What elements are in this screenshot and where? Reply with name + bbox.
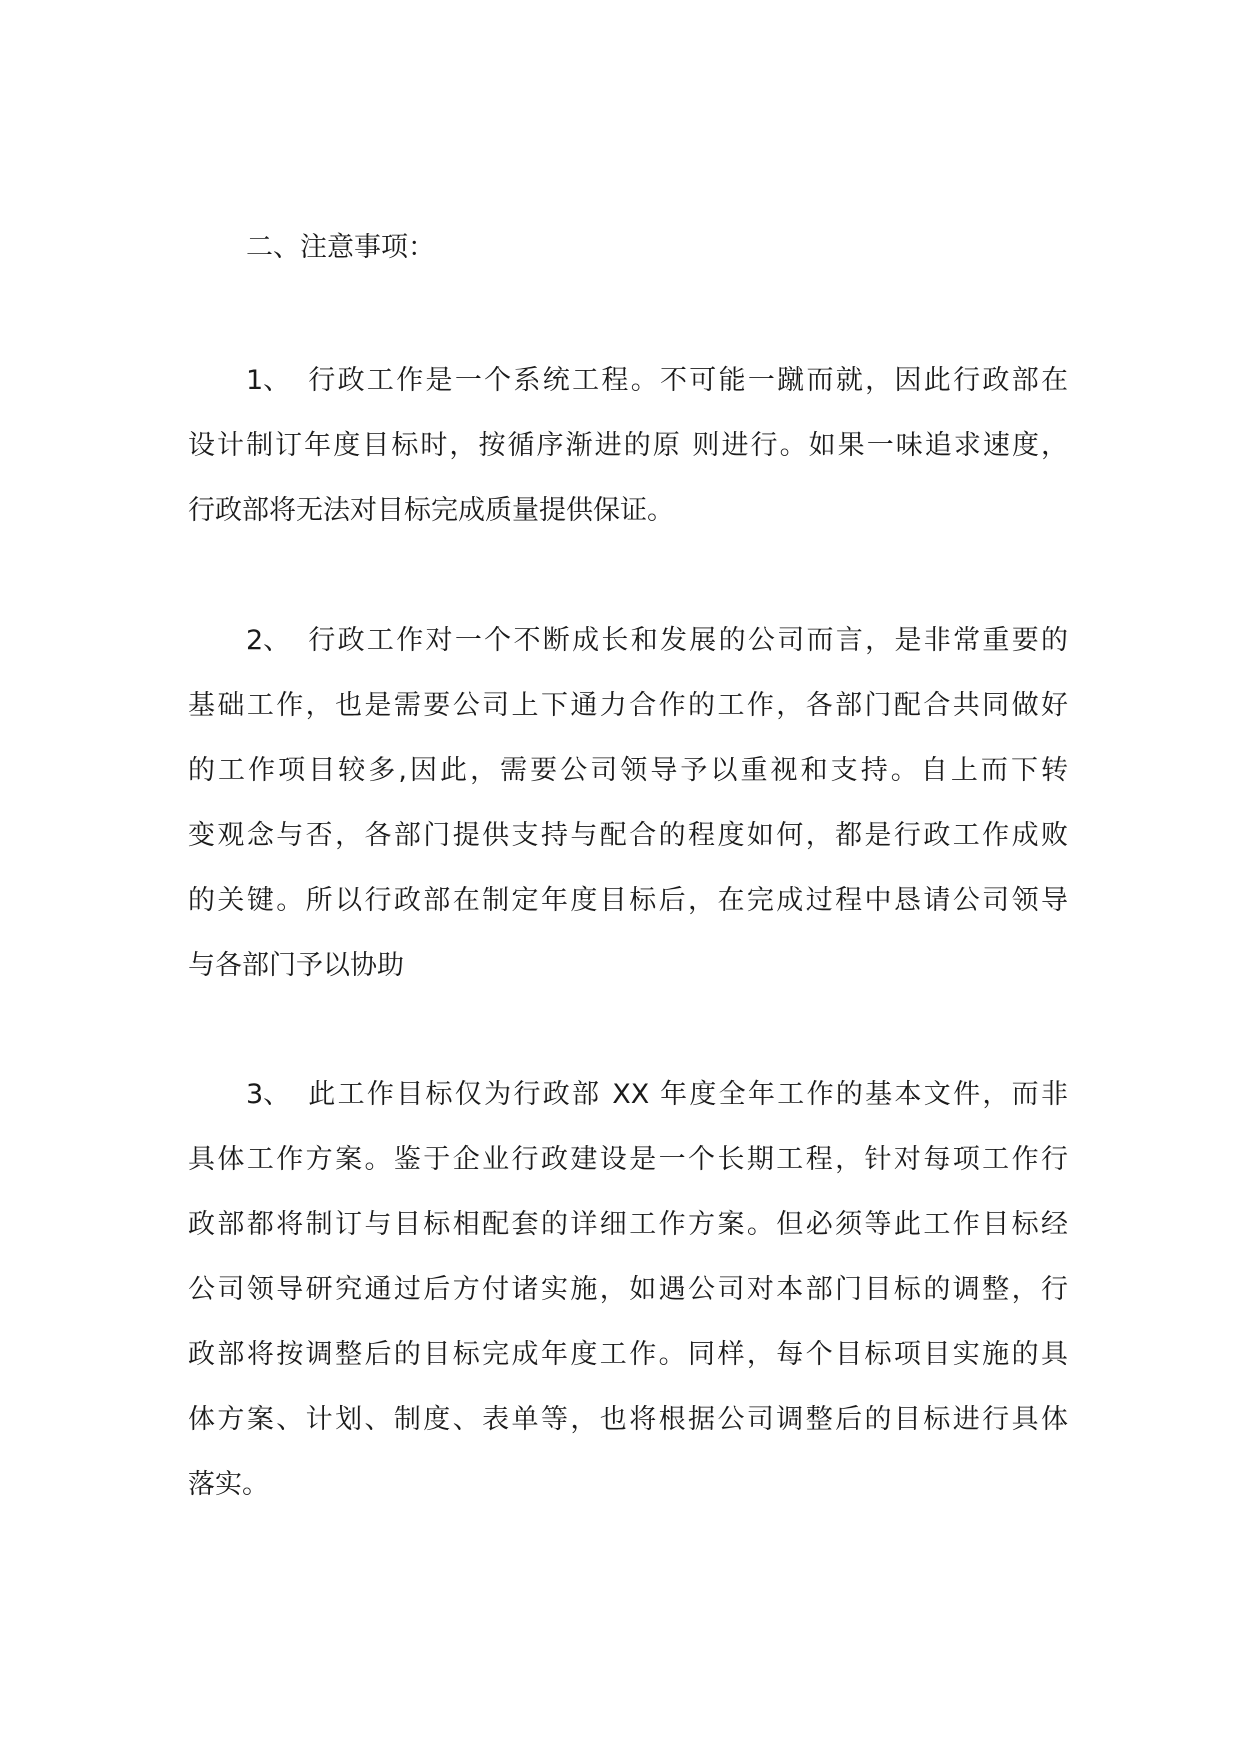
line-text: 此工作目标仅为行政部 XX 年度全年工作的基本文件，而非 [306,1079,1068,1110]
paragraph-line: 与各部门予以协助 [188,950,404,981]
paragraph-line: 公司领导研究通过后方付诸实施，如遇公司对本部门目标的调整，行 [188,1274,1068,1305]
paragraph-line: 的工作项目较多,因此，需要公司领导予以重视和支持。自上而下转 [188,755,1068,786]
paragraph-line: 变观念与否，各部门提供支持与配合的程度如何，都是行政工作成败 [188,820,1068,851]
paragraph-line: 基础工作，也是需要公司上下通力合作的工作，各部门配合共同做好 [188,690,1068,721]
paragraph-line: 行政部将无法对目标完成质量提供保证。 [188,495,674,526]
paragraph-line: 政部将按调整后的目标完成年度工作。同样，每个目标项目实施的具 [188,1339,1068,1370]
line-text: 行政工作对一个不断成长和发展的公司而言，是非常重要的 [306,625,1068,656]
paragraph-line [188,1062,1068,1127]
item-number: 1、 [246,365,291,396]
section-heading: 二、注意事项： [246,232,435,263]
paragraph-item-3 [188,1062,1068,1517]
paragraph-line: 的关键。所以行政部在制定年度目标后，在完成过程中恳请公司领导 [188,885,1068,916]
paragraph-line: 体方案、计划、制度、表单等，也将根据公司调整后的目标进行具体 [188,1404,1068,1435]
line-text: 行政工作是一个系统工程。不可能一蹴而就，因此行政部在 [306,365,1068,396]
item-number: 2、 [246,625,291,656]
paragraph-line: 政部都将制订与目标相配套的详细工作方案。但必须等此工作目标经 [188,1209,1068,1240]
paragraph-line [188,608,1068,673]
paragraph-item-1 [188,348,1068,543]
item-number: 3、 [246,1079,291,1110]
paragraph-line: 落实。 [188,1469,269,1500]
paragraph-line: 具体工作方案。鉴于企业行政建设是一个长期工程，针对每项工作行 [188,1144,1068,1175]
paragraph-line [188,348,1068,413]
paragraph-line: 设计制订年度目标时，按循序渐进的原 则进行。如果一味追求速度， [188,430,1068,461]
paragraph-item-2 [188,608,1068,998]
